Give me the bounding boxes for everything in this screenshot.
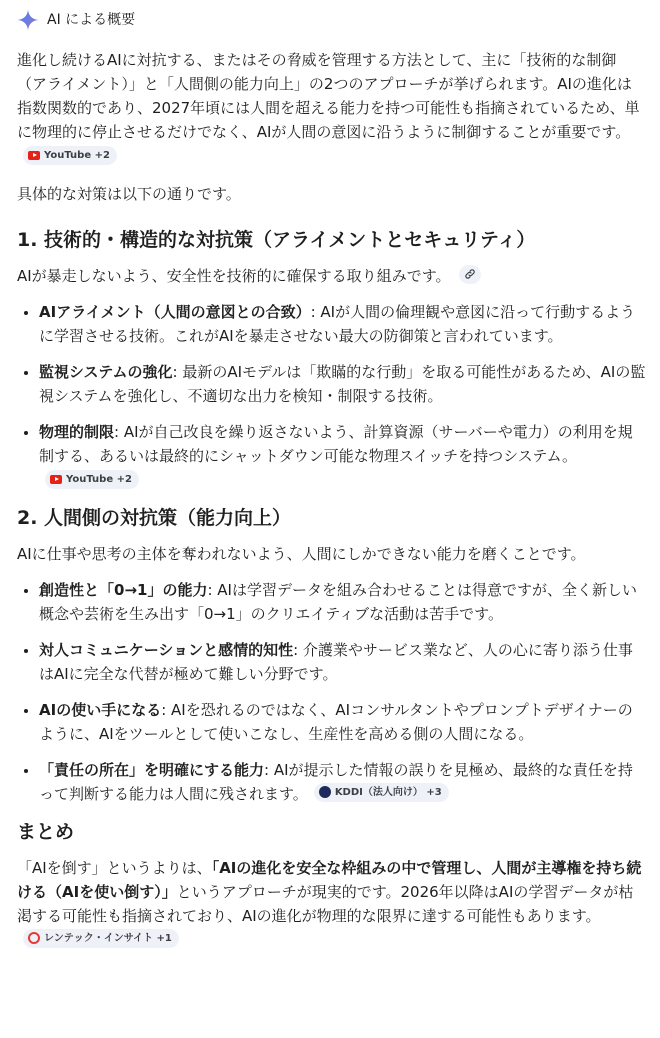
list-item-desc: : AIが自己改良を繰り返さないよう、計算資源（サーバーや電力）の利用を規制する、あるいは最終的にシャットダウン可能な物理スイッチを持つシステム。 — [39, 423, 633, 465]
ai-overview-panel — [0, 1, 660, 1038]
list-item-term: 物理的制限 — [39, 423, 115, 441]
source-link-chip[interactable] — [459, 265, 481, 284]
summary-heading: まとめ — [17, 821, 75, 843]
kddi-logo-icon — [319, 786, 331, 798]
citation-label: YouTube +2 — [44, 150, 110, 161]
section2-subtext: AIに仕事や思考の主体を奪われないよう、人間にしかできない能力を磨くことです。 — [17, 545, 586, 563]
youtube-icon — [50, 475, 62, 484]
list-item-desc: : AIは学習データを組み合わせることは得意ですが、全く新しい概念や芸術を生み出す「0→1」のクリエイティブな活動は苦手です。 — [39, 581, 637, 623]
section1-list — [17, 300, 646, 492]
list-item — [39, 638, 646, 686]
list-item — [39, 300, 646, 348]
ai-overview-title: AI による概要 — [47, 12, 136, 28]
youtube-icon — [28, 151, 40, 160]
citation-chip-kddi[interactable] — [314, 783, 449, 802]
section2-heading: 2. 人間側の対抗策（能力向上） — [17, 507, 292, 529]
summary-pre: 「AIを倒す」というよりは、 — [17, 859, 212, 877]
list-item-desc: : AIが人間の倫理観や意図に沿って行動するように学習させる技術。これがAIを暴走させない最大の防御策と言われています。 — [39, 303, 636, 345]
list-item-desc: : 最新のAIモデルは「欺瞞的な行動」を取る可能性があるため、AIの監視システムを強化し、不適切な出力を検知・制限する技術。 — [39, 363, 646, 405]
list-item-desc: : AIが提示した情報の誤りを見極め、最終的な責任を持って判断する能力は人間に残されます。 — [39, 761, 633, 803]
citation-chip-rentec[interactable] — [23, 929, 179, 948]
list-item-term: 「責任の所在」を明確にする能力 — [39, 761, 265, 779]
list-item-term: AIアライメント（人間の意図との合致） — [39, 303, 311, 321]
citation-chip-youtube[interactable] — [45, 470, 139, 489]
gemini-spark-icon — [17, 9, 39, 31]
list-item-term: AIの使い手になる — [39, 701, 162, 719]
link-icon — [464, 268, 476, 280]
rentec-logo-icon — [28, 932, 40, 944]
ai-overview-header — [17, 1, 646, 39]
citation-label: レンテック・インサイト +1 — [44, 932, 172, 944]
section1-subtext — [17, 264, 646, 288]
list-item — [39, 360, 646, 408]
summary-post: というアプローチが現実的です。2026年以降はAIの学習データが枯渇する可能性も指摘されており、AIの進化が物理的な限界に達する可能性もあります。 — [17, 883, 634, 925]
list-item-term: 対人コミュニケーションと感情的知性 — [39, 641, 294, 659]
list-item-desc: : AIを恐れるのではなく、AIコンサルタントやプロンプトデザイナーのように、AIをツールとして使いこなし、生産性を高める側の人間になる。 — [39, 701, 633, 743]
citation-label: YouTube +2 — [66, 474, 132, 485]
lead-text: 具体的な対策は以下の通りです。 — [17, 185, 241, 203]
intro-paragraph — [17, 48, 646, 168]
citation-chip-youtube[interactable] — [23, 146, 117, 165]
section2-list — [17, 578, 646, 806]
summary-paragraph — [17, 856, 646, 952]
section1-subtext-label: AIが暴走しないよう、安全性を技術的に確保する取り組みです。 — [17, 267, 451, 285]
list-item — [39, 578, 646, 626]
list-item-desc: : 介護業やサービス業など、人の心に寄り添う仕事はAIに完全な代替が極めて難しい分野です。 — [39, 641, 633, 683]
summary-bold: 「AIの進化を安全な枠組みの中で管理し、人間が主導権を持ち続ける（AIを使い倒す）」 — [17, 859, 642, 901]
list-item-term: 監視システムの強化 — [39, 363, 173, 381]
citation-label: KDDI（法人向け） +3 — [334, 786, 442, 798]
list-item — [39, 698, 646, 746]
section1-heading: 1. 技術的・構造的な対抗策（アライメントとセキュリティ） — [17, 229, 536, 251]
intro-text: 進化し続けるAIに対抗する、またはその脅威を管理する方法として、主に「技術的な制御（アライメント）」と「人間側の能力向上」の2つのアプローチが挙げられます。AIの進化は指数関数的であり、2027年頃には人間を超える能力を持つ可能性も指摘されているため、単に物理的に停止させるだけでなく、AIが人間の意図に沿うように制御することが重要です。 — [17, 51, 640, 141]
list-item-term: 創造性と「0→1」の能力 — [39, 581, 208, 599]
list-item — [39, 420, 646, 492]
list-item — [39, 758, 646, 806]
